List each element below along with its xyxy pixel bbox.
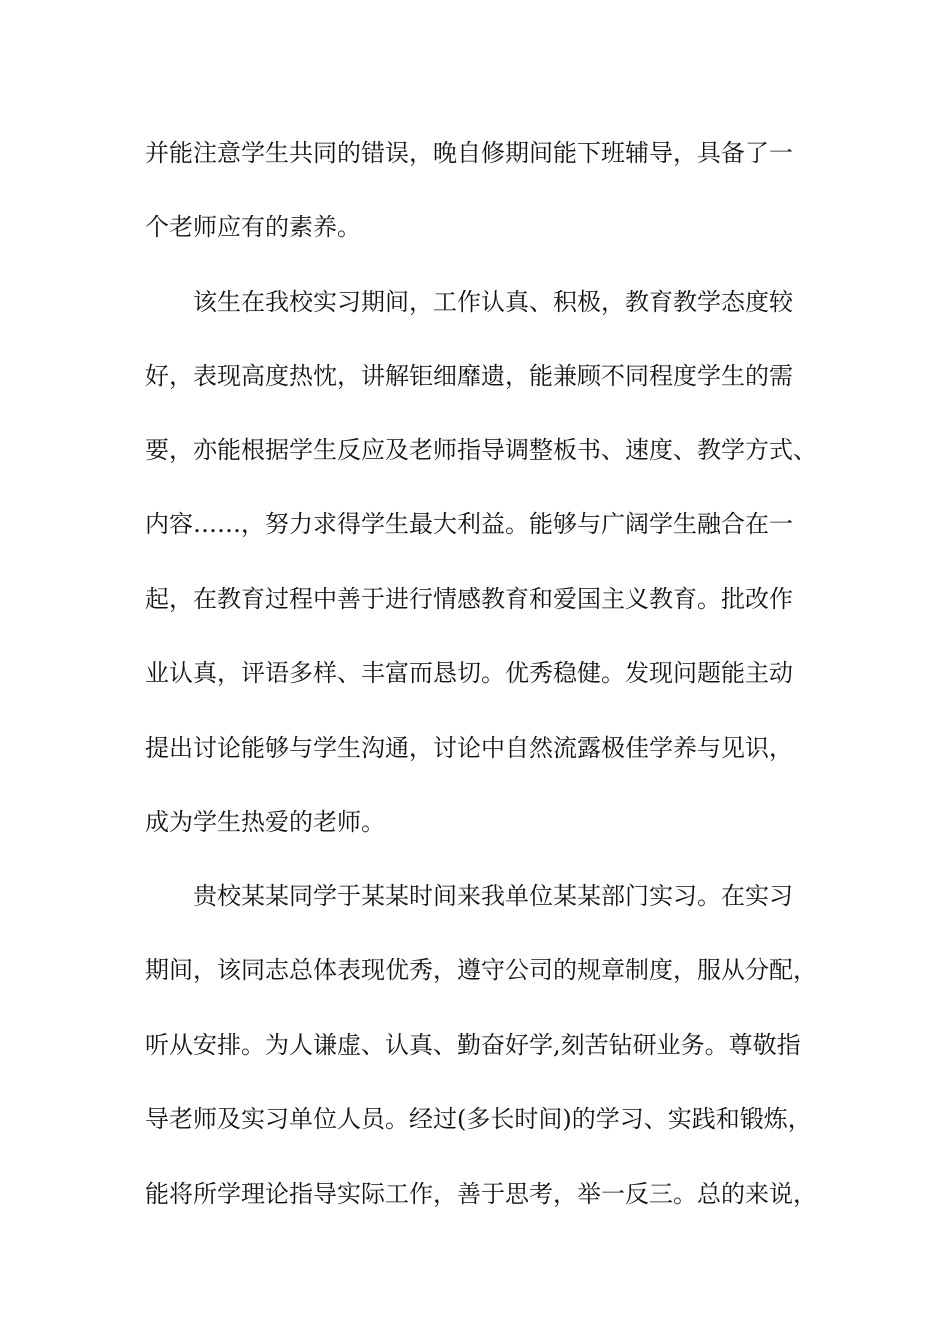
text-line-15: 能将所学理论指导实际工作，善于思考，举一反三。总的来说， (145, 1180, 817, 1208)
text-line-12: 期间，该同志总体表现优秀，遵守公司的规章制度，服从分配， (145, 956, 817, 984)
text-line-13: 听从安排。为人谦虚、认真、勤奋好学,刻苦钻研业务。尊敬指 (145, 1031, 801, 1059)
text-line-5: 要，亦能根据学生反应及老师指导调整板书、速度、教学方式、 (145, 436, 817, 464)
text-line-2: 个老师应有的素养。 (145, 213, 361, 241)
text-line-7: 起，在教育过程中善于进行情感教育和爱国主义教育。批改作 (145, 585, 793, 613)
text-line-14: 导老师及实习单位人员。经过(多长时间)的学习、实践和锻炼， (145, 1105, 812, 1133)
text-line-8: 业认真，评语多样、丰富而恳切。优秀稳健。发现问题能主动 (145, 659, 793, 687)
text-line-6: 内容……，努力求得学生最大利益。能够与广阔学生融合在一 (145, 510, 793, 538)
text-line-9: 提出讨论能够与学生沟通，讨论中自然流露极佳学养与见识， (145, 734, 793, 762)
text-line-11: 贵校某某同学于某某时间来我单位某某部门实习。在实习 (193, 882, 793, 910)
text-line-1: 并能注意学生共同的错误，晚自修期间能下班辅导，具备了一 (145, 139, 793, 167)
text-line-10: 成为学生热爱的老师。 (145, 808, 385, 836)
text-line-4: 好，表现高度热忱，讲解钜细靡遗，能兼顾不同程度学生的需 (145, 362, 793, 390)
text-line-3: 该生在我校实习期间，工作认真、积极，教育教学态度较 (193, 288, 793, 316)
